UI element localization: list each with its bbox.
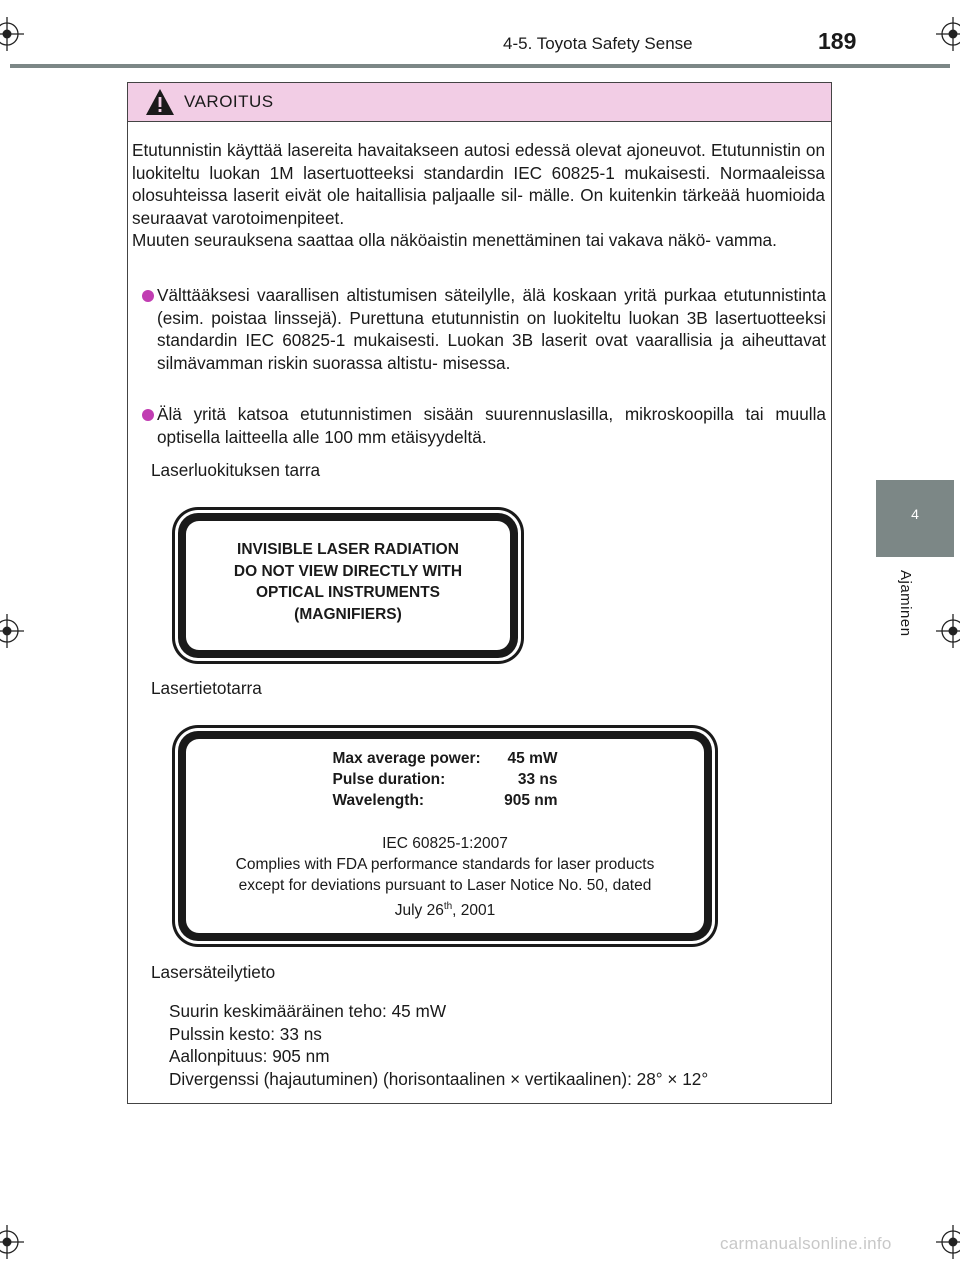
list-item	[132, 284, 826, 374]
intro-paragraph: Etutunnistin käyttää lasereita havaitakseen autosi edessä olevat ajoneuvot. Etutunnistin on luokiteltu luokan 1M lasertuotteeksi standardin IEC 60825-1 mukaisesti. Normaaleissa olosuhteissa laserit eivät ole haitallisia paljaalle sil- mälle. On kuitenkin tärkeää huomioida seuraavat varotoimenpiteet.	[132, 140, 825, 228]
chapter-tab[interactable]	[876, 480, 954, 557]
intro-paragraph: Muuten seurauksena saattaa olla näköaistin menettäminen tai vakava näkö- vamma.	[132, 230, 777, 251]
spec-row	[186, 790, 704, 811]
list-item: Aallonpituus: 905 nm	[169, 1046, 330, 1066]
registration-mark-icon	[936, 17, 960, 51]
registration-mark-icon	[936, 1225, 960, 1259]
spec-key: Wavelength:	[332, 792, 425, 809]
chapter-number: 4	[911, 506, 919, 522]
spec-value: 45 mW	[507, 750, 558, 767]
radiation-spec-list	[169, 1000, 708, 1090]
spec-key: Max average power:	[332, 750, 481, 767]
bullet-icon	[142, 409, 154, 421]
label-line: (MAGNIFIERS)	[294, 605, 402, 623]
spec-row	[186, 769, 704, 790]
caption-radiation-label: Lasersäteilytieto	[151, 962, 276, 982]
watermark: carmanualsonline.info	[720, 1234, 892, 1253]
bullet-icon	[142, 290, 154, 302]
warning-title: VAROITUS	[184, 92, 274, 111]
list-item	[132, 403, 826, 448]
chapter-name: Ajaminen	[897, 570, 914, 637]
caption-classification-label: Laserluokituksen tarra	[151, 460, 321, 480]
warning-intro	[132, 139, 825, 252]
label-compliance: Complies with FDA performance standards for laser products	[235, 856, 655, 873]
registration-mark-icon	[936, 614, 960, 648]
list-item: Suurin keskimääräinen teho: 45 mW	[169, 1001, 447, 1021]
warning-header	[128, 83, 831, 122]
spec-value: 33 ns	[517, 771, 558, 788]
label-line: INVISIBLE LASER RADIATION	[237, 541, 459, 558]
laser-info-label	[172, 725, 718, 947]
bullet-text: Välttääksesi vaarallisen altistumisen säteilylle, älä koskaan yritä purkaa etutunnistinta (esim. poistaa linssejä). Purettuna etutunnistin on luokiteltu luokan 3B lasertuotteeksi standardin IEC 60825-1 mukaisesti. Luokan 3B laserit ovat vaarallisia ja aiheuttavat silmävamman riskin suorassa altistu- misessa.	[157, 285, 826, 373]
list-item: Pulssin kesto: 33 ns	[169, 1023, 322, 1044]
registration-mark-icon	[0, 1225, 24, 1259]
laser-classification-label	[172, 507, 524, 664]
label-date-prefix: July 26	[394, 902, 444, 920]
spec-row	[186, 748, 704, 769]
header-divider	[10, 64, 950, 68]
warning-box	[127, 82, 832, 1104]
label-standard: IEC 60825-1:2007	[382, 835, 508, 852]
bullet-text: Älä yritä katsoa etutunnistimen sisään suurennuslasilla, mikroskoopilla tai muulla optisella laitteella alle 100 mm etäisyydeltä.	[157, 404, 826, 447]
warning-triangle-icon	[145, 88, 175, 116]
label-compliance: except for deviations pursuant to Laser Notice No. 50, dated	[238, 877, 652, 894]
label-date-sup: th	[443, 901, 453, 912]
label-line: OPTICAL INSTRUMENTS	[256, 584, 440, 601]
label-line: DO NOT VIEW DIRECTLY WITH	[233, 562, 463, 580]
list-item: Divergenssi (hajautuminen) (horisontaalinen × vertikaalinen): 28° × 12°	[169, 1068, 709, 1089]
spec-value: 905 nm	[504, 792, 558, 809]
registration-mark-icon	[0, 17, 24, 51]
spec-key: Pulse duration:	[332, 771, 446, 788]
page-number: 189	[818, 28, 857, 54]
section-title: 4-5. Toyota Safety Sense	[503, 34, 693, 53]
label-date	[186, 896, 704, 921]
caption-info-label: Lasertietotarra	[151, 678, 262, 698]
registration-mark-icon	[0, 614, 24, 648]
label-date-suffix: , 2001	[452, 902, 496, 920]
